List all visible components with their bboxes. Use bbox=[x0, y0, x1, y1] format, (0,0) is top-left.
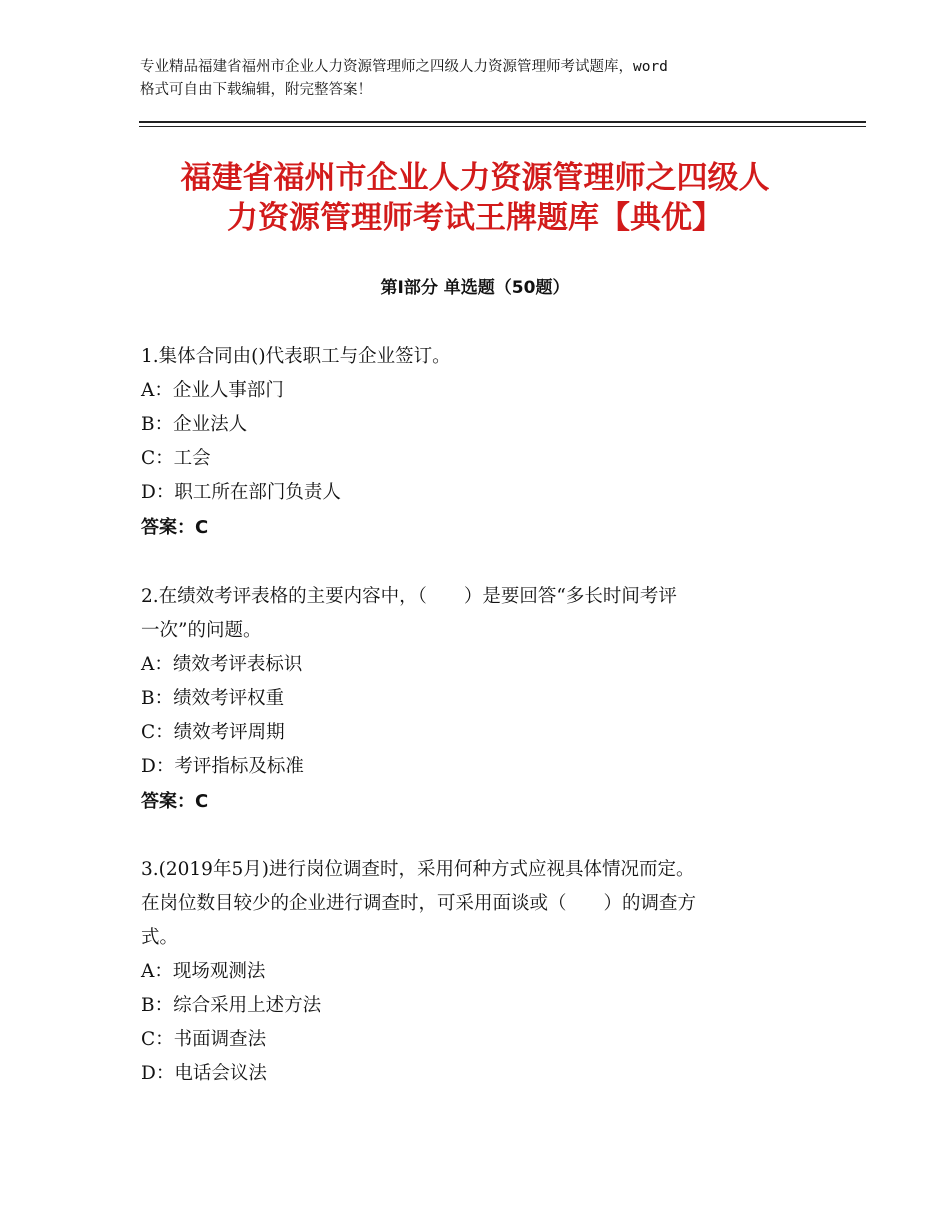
question-2-text bbox=[141, 580, 801, 648]
question-line: 1.集体合同由()代表职工与企业签订。 bbox=[141, 346, 451, 367]
question-3-option-b: B：综合采用上述方法 bbox=[141, 995, 322, 1016]
question-line: 一次”的问题。 bbox=[141, 620, 262, 641]
question-2-option-a: A：绩效考评表标识 bbox=[141, 654, 303, 675]
title-line: 力资源管理师考试王牌题库【典优】 bbox=[227, 200, 723, 236]
question-1-text bbox=[141, 340, 801, 374]
header-divider-thin bbox=[139, 126, 866, 127]
question-1-answer: 答案：C bbox=[141, 517, 209, 538]
question-1-option-b: B：企业法人 bbox=[141, 414, 248, 435]
document-title bbox=[120, 158, 830, 238]
question-3-text bbox=[141, 853, 801, 955]
question-1-option-c: C：工会 bbox=[141, 448, 211, 469]
question-1-option-d: D：职工所在部门负责人 bbox=[141, 482, 341, 503]
question-line: 3.(2019年5月)进行岗位调查时，采用何种方式应视具体情况而定。 bbox=[141, 859, 695, 880]
header-note bbox=[140, 56, 830, 102]
question-line: 在岗位数目较少的企业进行调查时，可采用面谈或（ ）的调查方 bbox=[141, 893, 697, 914]
question-3-option-a: A：现场观测法 bbox=[141, 961, 266, 982]
question-2-option-c: C：绩效考评周期 bbox=[141, 722, 285, 743]
header-divider-thick bbox=[139, 121, 866, 123]
question-3-option-d: D：电话会议法 bbox=[141, 1063, 267, 1084]
question-1-option-a: A：企业人事部门 bbox=[141, 380, 284, 401]
question-line: 2.在绩效考评表格的主要内容中，（ ）是要回答“多长时间考评 bbox=[141, 586, 677, 607]
question-2-option-d: D：考评指标及标准 bbox=[141, 756, 304, 777]
header-note-line: 格式可自由下载编辑，附完整答案！ bbox=[140, 82, 372, 98]
question-line: 式。 bbox=[141, 927, 179, 948]
question-2-answer: 答案：C bbox=[141, 791, 209, 812]
title-line: 福建省福州市企业人力资源管理师之四级人 bbox=[180, 160, 770, 196]
question-3-option-c: C：书面调查法 bbox=[141, 1029, 267, 1050]
question-2-option-b: B：绩效考评权重 bbox=[141, 688, 285, 709]
section-heading: 第Ⅰ部分 单选题（50题） bbox=[380, 278, 570, 298]
header-note-line: 专业精品福建省福州市企业人力资源管理师之四级人力资源管理师考试题库，word bbox=[140, 59, 668, 75]
